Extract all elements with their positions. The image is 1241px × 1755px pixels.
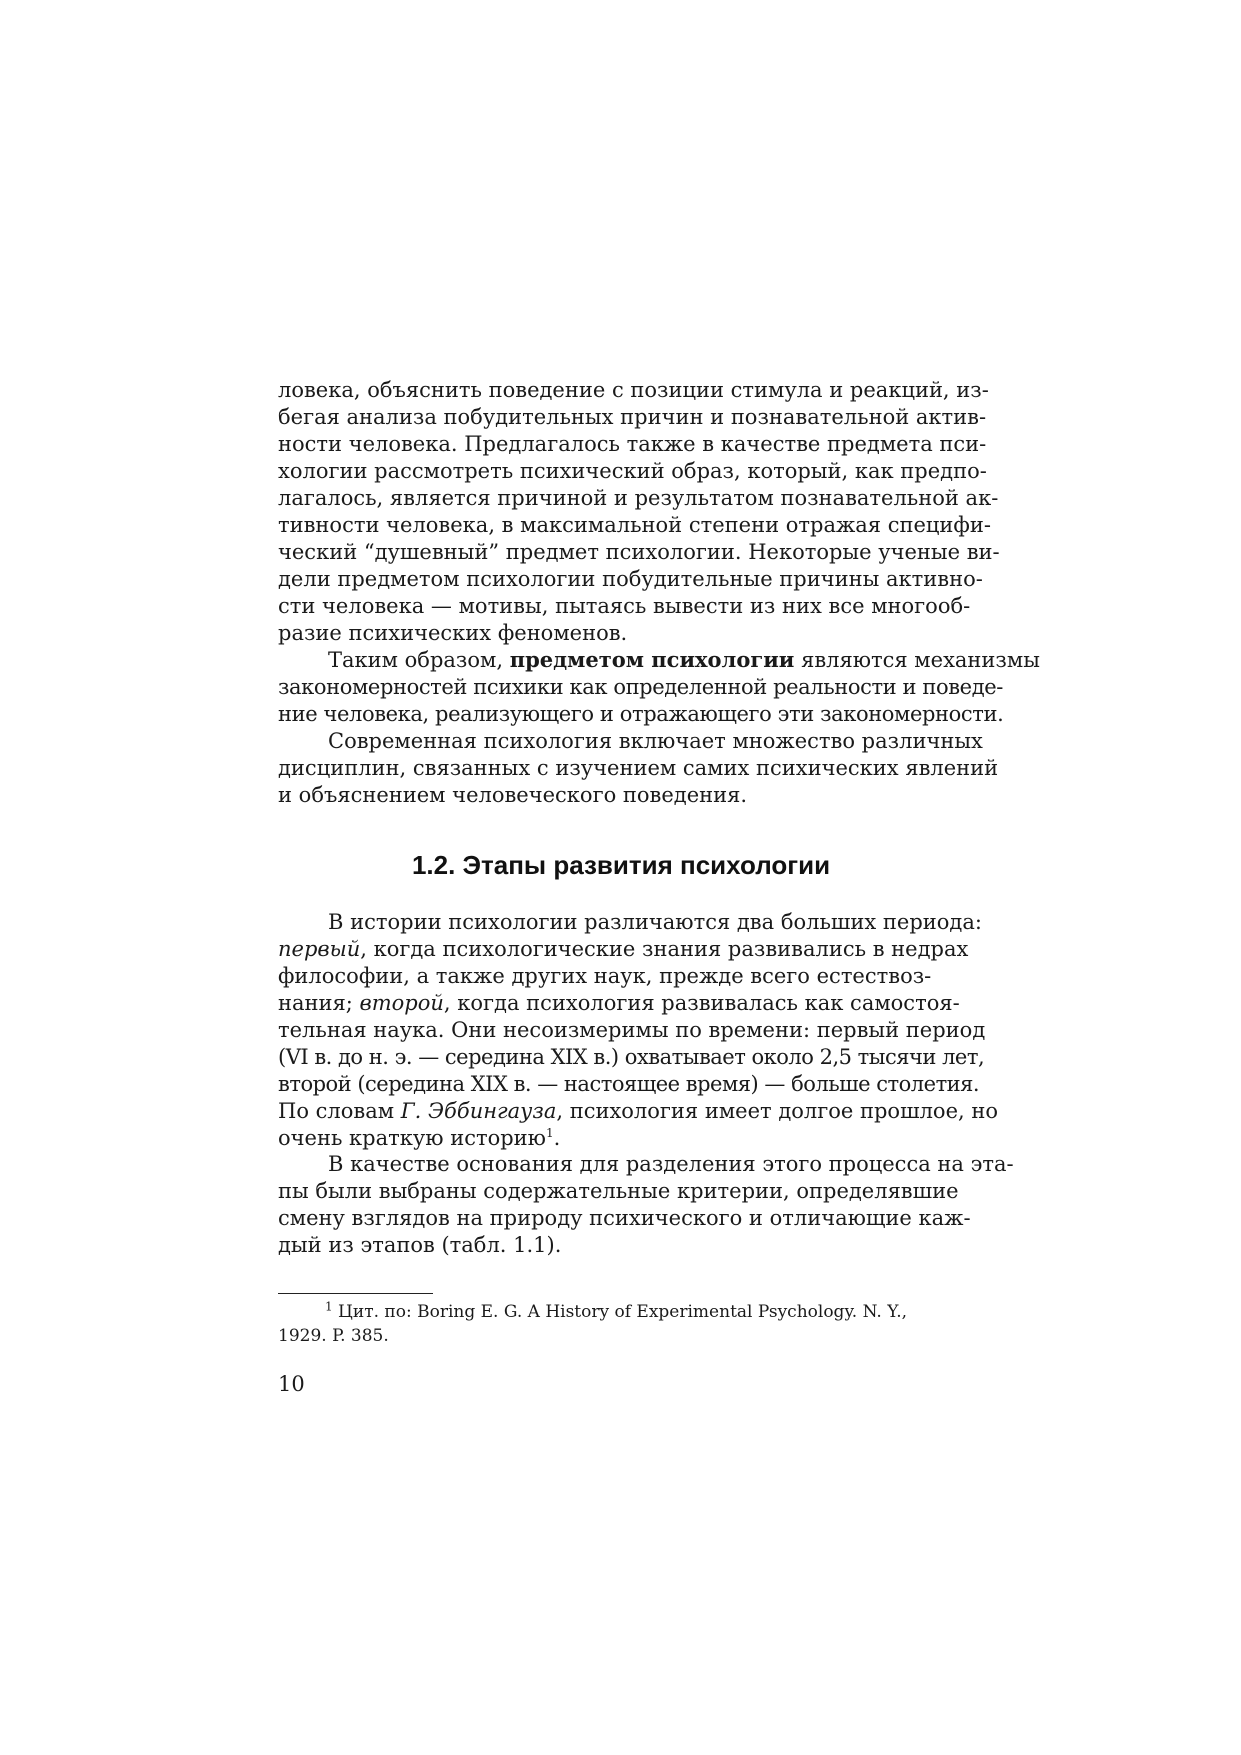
text-span: .	[553, 1126, 561, 1150]
text-line: и объяснением человеческого поведения.	[278, 783, 748, 807]
text-line: смену взглядов на природу психического и отличающие каж-	[278, 1206, 971, 1230]
text-line: философии, а также других наук, прежде всего естествоз-	[278, 964, 932, 988]
text-line: ческий “душевный” предмет психологии. Некоторые ученые ви-	[278, 540, 1000, 564]
italic-author-name: Г. Эббингауза	[400, 1099, 557, 1123]
text-span: нания;	[278, 991, 360, 1015]
footnote-reference: 1	[545, 1126, 554, 1140]
text-line	[328, 646, 1040, 674]
text-span: , когда психологические знания развивались в недрах	[360, 937, 969, 961]
text-line: тельная наука. Они несоизмеримы по времени: первый период	[278, 1018, 986, 1042]
italic-term-first: первый	[278, 937, 361, 961]
text-line: В истории психологии различаются два больших периода:	[328, 910, 982, 934]
footnote-line-2: 1929. P. 385.	[278, 1326, 389, 1346]
text-line	[278, 1124, 560, 1152]
text-line: второй (середина XIX в. — настоящее время) — больше столетия.	[278, 1072, 980, 1096]
text-line: сти человека — мотивы, пытаясь вывести из них все многооб-	[278, 594, 971, 618]
paragraph-2-intro: Таким образом,	[328, 648, 510, 672]
text-line	[278, 935, 968, 963]
italic-term-second: второй	[359, 991, 444, 1015]
footnote-marker: 1	[325, 1299, 333, 1314]
text-line: закономерностей психики как определенной реальности и поведе-	[278, 675, 1003, 699]
text-line: дисциплин, связанных с изучением самих психических явлений	[278, 756, 999, 780]
text-line: хологии рассмотреть психический образ, который, как предпо-	[278, 459, 987, 483]
footnote-line-1	[278, 1300, 964, 1324]
text-line	[278, 989, 960, 1017]
text-line: ности человека. Предлагалось также в качестве предмета пси-	[278, 432, 987, 456]
text-line	[278, 1097, 998, 1125]
paragraph-2-rest: являются механизмы	[794, 648, 1040, 672]
text-line: бегая анализа побудительных причин и познавательной актив-	[278, 405, 987, 429]
text-span: , психология имеет долгое прошлое, но	[556, 1099, 998, 1123]
text-span: По словам	[278, 1099, 401, 1123]
text-line: дели предметом психологии побудительные причины активно-	[278, 567, 983, 591]
key-term-bold: предметом психологии	[509, 647, 795, 672]
text-line: Современная психология включает множество различных	[328, 729, 983, 753]
footnote-text: Цит. по: Boring E. G. A History of Experimental Psychology. N. Y.,	[332, 1302, 908, 1322]
text-line: ние человека, реализующего и отражающего эти закономерности.	[278, 702, 1004, 726]
text-span: , когда психология развивалась как самостоя-	[443, 991, 960, 1015]
text-line: ловека, объяснить поведение с позиции стимула и реакций, из-	[278, 378, 989, 402]
footnote-separator	[278, 1293, 433, 1294]
text-line: пы были выбраны содержательные критерии, определявшие	[278, 1179, 959, 1203]
text-line: разие психических феноменов.	[278, 621, 628, 645]
section-heading: 1.2. Этапы развития психологии	[411, 850, 831, 880]
text-line: дый из этапов (табл. 1.1).	[278, 1233, 562, 1257]
text-line: (VI в. до н. э. — середина XIX в.) охватывает около 2,5 тысячи лет,	[278, 1045, 985, 1069]
page-number: 10	[278, 1372, 305, 1396]
text-line: В качестве основания для разделения этого процесса на эта-	[328, 1152, 1014, 1176]
text-span: очень краткую историю	[278, 1126, 546, 1150]
text-line: лагалось, является причиной и результатом познавательной ак-	[278, 486, 999, 510]
text-line: тивности человека, в максимальной степени отражая специфи-	[278, 513, 991, 537]
